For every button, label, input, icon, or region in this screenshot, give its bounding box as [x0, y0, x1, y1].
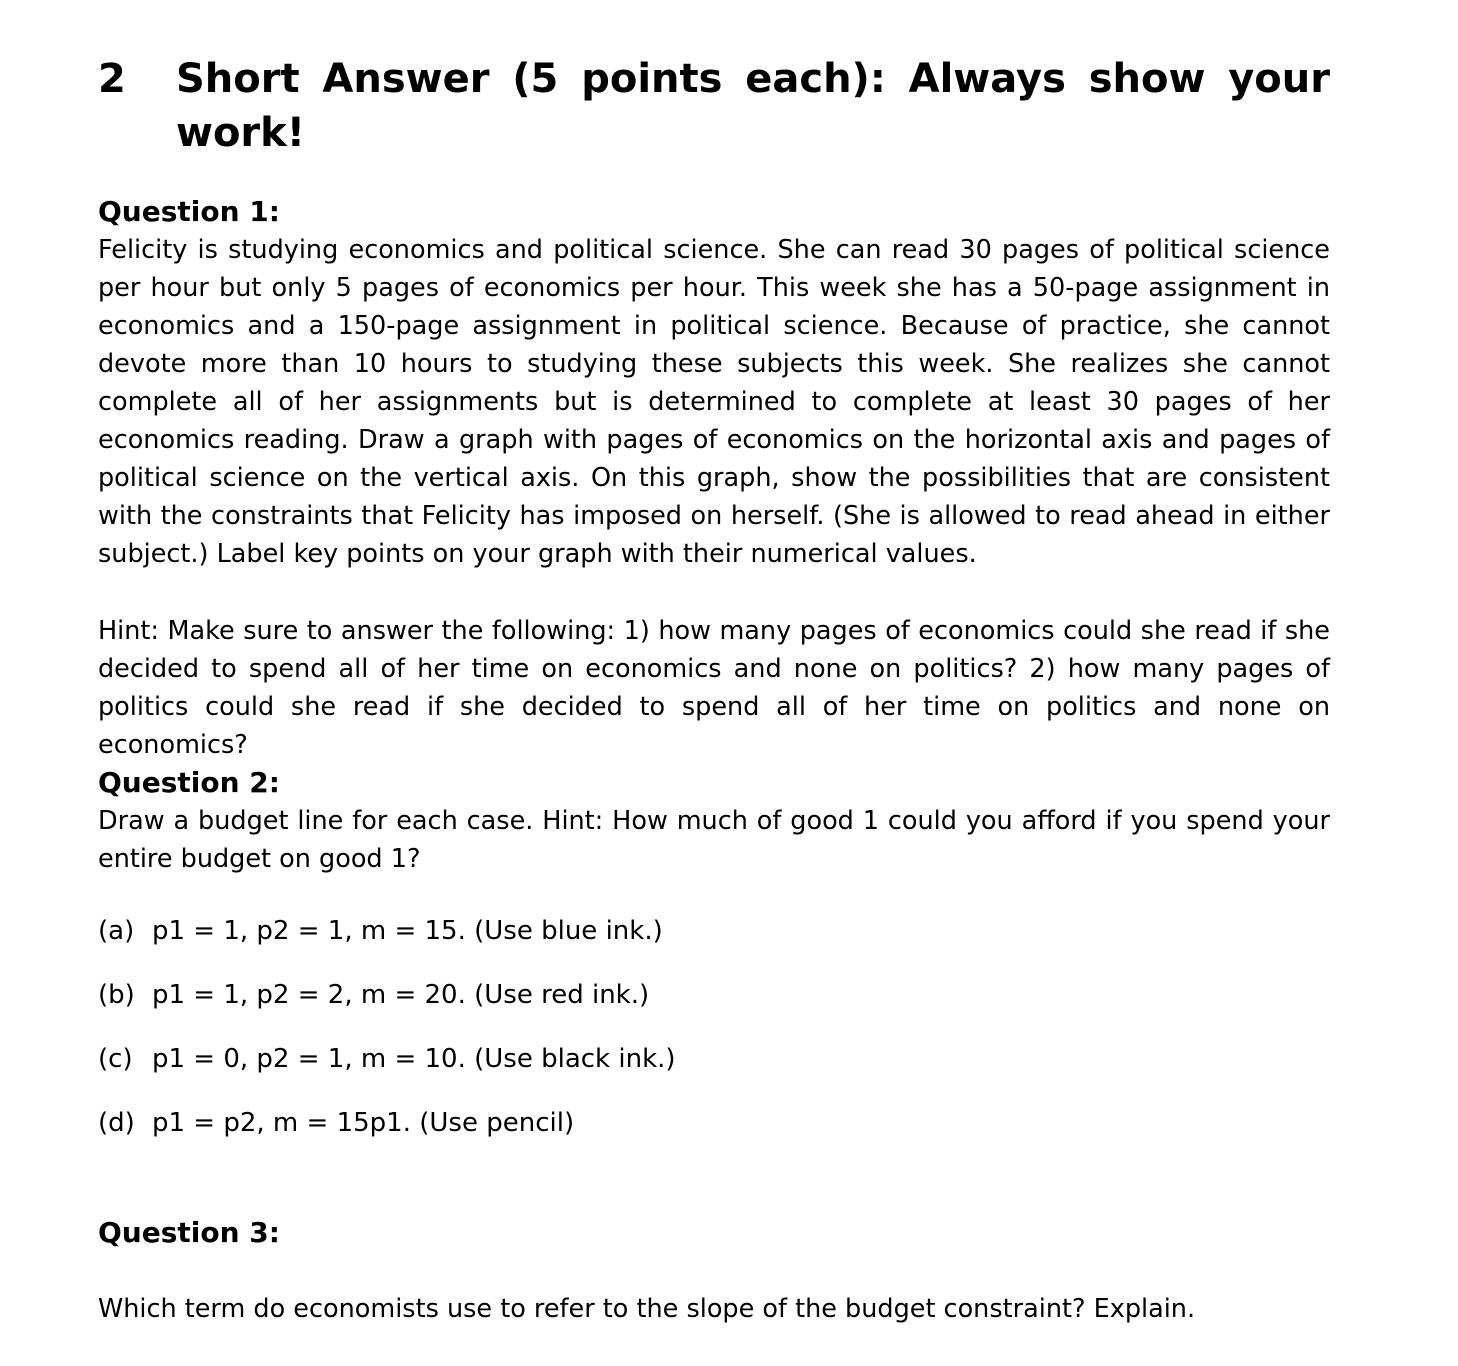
item-text: p1 = 1, p2 = 2, m = 20. (Use red ink.) [152, 980, 650, 1010]
list-item [98, 1104, 574, 1142]
question-3 [98, 1214, 1330, 1252]
question-1-label: Question 1: [98, 195, 280, 228]
list-item [98, 912, 663, 950]
item-label: (b) [98, 980, 135, 1010]
list-item [98, 1040, 676, 1078]
list-item [98, 976, 649, 1014]
question-1 [98, 193, 1330, 573]
question-1-hint-text: Hint: Make sure to answer the following: 1) how many pages of economics could she read if she decided to spend all of her time on economics and none on politics? 2) how many pages of politics could she read if she decided to spend all of her time on politics and none on economics? [98, 616, 1330, 760]
item-text: p1 = 1, p2 = 1, m = 15. (Use blue ink.) [152, 916, 663, 946]
item-label: (c) [98, 1044, 133, 1074]
section-title: Short Answer (5 points each): Always show your work! [176, 56, 1330, 156]
question-3-label: Question 3: [98, 1216, 280, 1249]
question-1-body: Felicity is studying economics and political science. She can read 30 pages of political science per hour but only 5 pages of economics per hour. This week she has a 50-page assignment in economics and a 150-page assignment in political science. Because of practice, she cannot devote more than 10 hours to studying these subjects this week. She realizes she cannot complete all of her assignments but is determined to complete at least 30 pages of her economics reading. Draw a graph with pages of economics on the horizontal axis and pages of political science on the vertical axis. On this graph, show the possibilities that are consistent with the constraints that Felicity has imposed on herself. (She is allowed to read ahead in either subject.) Label key points on your graph with their numerical values. [98, 235, 1330, 569]
question-2-label: Question 2: [98, 766, 280, 799]
item-label: (d) [98, 1108, 135, 1138]
section-number: 2 [98, 56, 126, 102]
question-1-hint [98, 612, 1330, 764]
question-3-body-block [98, 1290, 1330, 1328]
question-3-body: Which term do economists use to refer to the slope of the budget constraint? Explain. [98, 1294, 1196, 1324]
question-2-body: Draw a budget line for each case. Hint: How much of good 1 could you afford if you spend your entire budget on good 1? [98, 806, 1330, 874]
question-2 [98, 764, 1330, 878]
item-text: p1 = 0, p2 = 1, m = 10. (Use black ink.) [152, 1044, 676, 1074]
item-label: (a) [98, 916, 135, 946]
item-text: p1 = p2, m = 15p1. (Use pencil) [152, 1108, 575, 1138]
